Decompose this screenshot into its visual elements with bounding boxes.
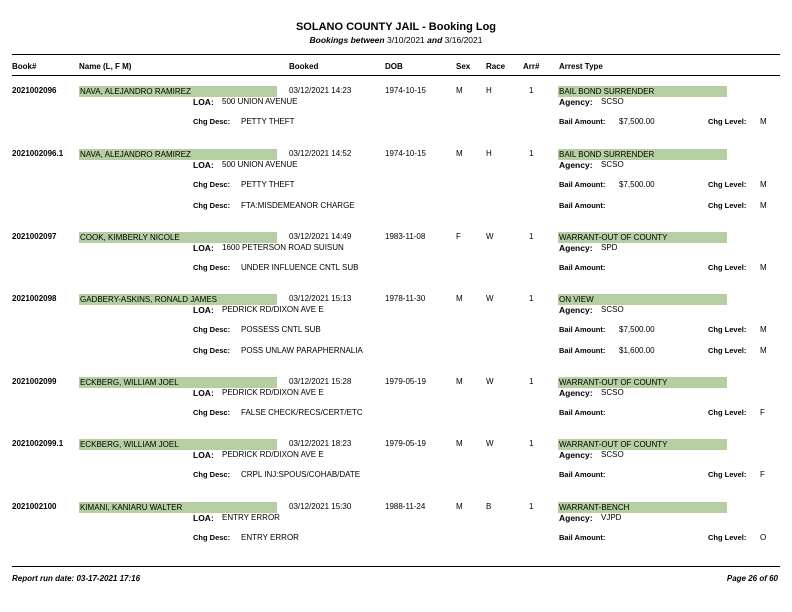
loa-value: 1600 PETERSON ROAD SUISUN <box>222 243 344 252</box>
loa-label: LOA: <box>193 97 214 107</box>
charge-level: F <box>760 408 765 417</box>
page-number: Page 26 of 60 <box>726 574 778 583</box>
arrest-number: 1 <box>529 149 534 158</box>
agency-label: Agency: <box>559 160 593 170</box>
arrest-number: 1 <box>529 86 534 95</box>
arrest-type: WARRANT-OUT OF COUNTY <box>558 439 727 450</box>
agency-value: SCSO <box>601 388 624 397</box>
charge-level: M <box>760 325 767 334</box>
charge-description: ENTRY ERROR <box>241 533 299 542</box>
agency-label: Agency: <box>559 97 593 107</box>
arrest-type: ON VIEW <box>558 294 727 305</box>
agency-label: Agency: <box>559 450 593 460</box>
col-header-arrest-type: Arrest Type <box>559 62 603 71</box>
loa-label: LOA: <box>193 305 214 315</box>
inmate-name: GADBERY-ASKINS, RONALD JAMES <box>79 294 277 305</box>
chg-desc-label: Chg Desc: <box>193 346 231 355</box>
inmate-name: KIMANI, KANIARU WALTER <box>79 502 277 513</box>
sex: M <box>456 502 463 511</box>
arrest-type: BAIL BOND SURRENDER <box>558 149 727 160</box>
arrest-number: 1 <box>529 232 534 241</box>
chg-desc-label: Chg Desc: <box>193 408 231 417</box>
date-of-birth: 1979-05-19 <box>385 439 426 448</box>
date-of-birth: 1983-11-08 <box>385 232 426 241</box>
bail-amount-label: Bail Amount: <box>559 201 606 210</box>
sex: F <box>456 232 461 241</box>
range-end: 3/16/2021 <box>444 35 483 45</box>
loa-value: 500 UNION AVENUE <box>222 160 298 169</box>
charge-level: O <box>760 533 767 542</box>
charge-level: M <box>760 117 767 126</box>
range-and: and <box>427 35 443 45</box>
charge-level: M <box>760 263 767 272</box>
col-header-sex: Sex <box>456 62 471 71</box>
bail-amount-label: Bail Amount: <box>559 346 606 355</box>
arrest-type: WARRANT-OUT OF COUNTY <box>558 377 727 388</box>
booked-datetime: 03/12/2021 14:49 <box>289 232 352 241</box>
chg-level-label: Chg Level: <box>708 533 747 542</box>
booked-datetime: 03/12/2021 15:13 <box>289 294 352 303</box>
report-date-range <box>0 35 792 45</box>
booked-datetime: 03/12/2021 18:23 <box>289 439 352 448</box>
bail-amount: $7,500.00 <box>619 117 655 126</box>
bail-amount: $1,600.00 <box>619 346 655 355</box>
loa-value: PEDRICK RD/DIXON AVE E <box>222 305 324 314</box>
agency-value: SPD <box>601 243 618 252</box>
charge-description: CRPL INJ:SPOUS/COHAB/DATE <box>241 470 361 479</box>
sex: M <box>456 149 463 158</box>
race: W <box>486 439 494 448</box>
bail-amount: $7,500.00 <box>619 180 655 189</box>
report-run-date: Report run date: 03-17-2021 17:16 <box>12 574 141 583</box>
chg-desc-label: Chg Desc: <box>193 533 231 542</box>
chg-desc-label: Chg Desc: <box>193 201 231 210</box>
chg-level-label: Chg Level: <box>708 325 747 334</box>
date-of-birth: 1979-05-19 <box>385 377 426 386</box>
col-header-arr: Arr# <box>523 62 540 71</box>
book-number: 2021002097 <box>12 232 57 241</box>
chg-level-label: Chg Level: <box>708 470 747 479</box>
charge-description: PETTY THEFT <box>241 117 295 126</box>
header-bottom-rule <box>12 75 780 76</box>
race: W <box>486 294 494 303</box>
charge-description: UNDER INFLUENCE CNTL SUB <box>241 263 359 272</box>
chg-level-label: Chg Level: <box>708 180 747 189</box>
bail-amount-label: Bail Amount: <box>559 117 606 126</box>
agency-label: Agency: <box>559 243 593 253</box>
charge-description: FALSE CHECK/RECS/CERT/ETC <box>241 408 363 417</box>
book-number: 2021002096.1 <box>12 149 64 158</box>
agency-label: Agency: <box>559 513 593 523</box>
chg-desc-label: Chg Desc: <box>193 325 231 334</box>
chg-desc-label: Chg Desc: <box>193 470 231 479</box>
col-header-booked: Booked <box>289 62 319 71</box>
footer-rule <box>12 566 780 567</box>
arrest-number: 1 <box>529 294 534 303</box>
book-number: 2021002098 <box>12 294 57 303</box>
loa-label: LOA: <box>193 160 214 170</box>
col-header-race: Race <box>486 62 506 71</box>
loa-value: PEDRICK RD/DIXON AVE E <box>222 388 324 397</box>
booked-datetime: 03/12/2021 15:28 <box>289 377 352 386</box>
chg-desc-label: Chg Desc: <box>193 180 231 189</box>
agency-label: Agency: <box>559 388 593 398</box>
agency-label: Agency: <box>559 305 593 315</box>
arrest-number: 1 <box>529 439 534 448</box>
agency-value: SCSO <box>601 450 624 459</box>
book-number: 2021002100 <box>12 502 57 511</box>
col-header-book: Book# <box>12 62 37 71</box>
agency-value: VJPD <box>601 513 622 522</box>
bail-amount-label: Bail Amount: <box>559 325 606 334</box>
chg-level-label: Chg Level: <box>708 117 747 126</box>
date-of-birth: 1974-10-15 <box>385 149 426 158</box>
loa-value: 500 UNION AVENUE <box>222 97 298 106</box>
arrest-type: WARRANT-BENCH <box>558 502 727 513</box>
date-of-birth: 1978-11-30 <box>385 294 426 303</box>
race: W <box>486 232 494 241</box>
arrest-type: WARRANT-OUT OF COUNTY <box>558 232 727 243</box>
chg-level-label: Chg Level: <box>708 346 747 355</box>
sex: M <box>456 294 463 303</box>
inmate-name: ECKBERG, WILLIAM JOEL <box>79 439 277 450</box>
report-title: SOLANO COUNTY JAIL - Booking Log <box>295 21 497 33</box>
inmate-name: COOK, KIMBERLY NICOLE <box>79 232 277 243</box>
loa-label: LOA: <box>193 243 214 253</box>
charge-description: POSSESS CNTL SUB <box>241 325 321 334</box>
chg-level-label: Chg Level: <box>708 201 747 210</box>
race: H <box>486 149 492 158</box>
charge-description: POSS UNLAW PARAPHERNALIA <box>241 346 363 355</box>
loa-label: LOA: <box>193 513 214 523</box>
chg-level-label: Chg Level: <box>708 408 747 417</box>
date-of-birth: 1974-10-15 <box>385 86 426 95</box>
bail-amount-label: Bail Amount: <box>559 470 606 479</box>
col-header-dob: DOB <box>385 62 403 71</box>
book-number: 2021002099 <box>12 377 57 386</box>
chg-desc-label: Chg Desc: <box>193 263 231 272</box>
bail-amount-label: Bail Amount: <box>559 263 606 272</box>
agency-value: SCSO <box>601 160 624 169</box>
sex: M <box>456 377 463 386</box>
race: B <box>486 502 492 511</box>
race: H <box>486 86 492 95</box>
book-number: 2021002099.1 <box>12 439 64 448</box>
booked-datetime: 03/12/2021 14:52 <box>289 149 352 158</box>
inmate-name: ECKBERG, WILLIAM JOEL <box>79 377 277 388</box>
book-number: 2021002096 <box>12 86 57 95</box>
bail-amount-label: Bail Amount: <box>559 408 606 417</box>
loa-label: LOA: <box>193 388 214 398</box>
charge-description: PETTY THEFT <box>241 180 295 189</box>
arrest-number: 1 <box>529 502 534 511</box>
agency-value: SCSO <box>601 97 624 106</box>
inmate-name: NAVA, ALEJANDRO RAMIREZ <box>79 86 277 97</box>
header-top-rule <box>12 54 780 55</box>
range-prefix: Bookings between <box>309 35 385 45</box>
date-of-birth: 1988-11-24 <box>385 502 426 511</box>
sex: M <box>456 86 463 95</box>
booked-datetime: 03/12/2021 15:30 <box>289 502 352 511</box>
booked-datetime: 03/12/2021 14:23 <box>289 86 352 95</box>
col-header-name: Name (L, F M) <box>79 62 132 71</box>
bail-amount-label: Bail Amount: <box>559 533 606 542</box>
loa-label: LOA: <box>193 450 214 460</box>
charge-level: M <box>760 346 767 355</box>
inmate-name: NAVA, ALEJANDRO RAMIREZ <box>79 149 277 160</box>
loa-value: PEDRICK RD/DIXON AVE E <box>222 450 324 459</box>
loa-value: ENTRY ERROR <box>222 513 280 522</box>
charge-level: F <box>760 470 765 479</box>
sex: M <box>456 439 463 448</box>
charge-level: M <box>760 201 767 210</box>
range-start: 3/10/2021 <box>386 35 425 45</box>
arrest-type: BAIL BOND SURRENDER <box>558 86 727 97</box>
chg-desc-label: Chg Desc: <box>193 117 231 126</box>
arrest-number: 1 <box>529 377 534 386</box>
race: W <box>486 377 494 386</box>
charge-description: FTA:MISDEMEANOR CHARGE <box>241 201 355 210</box>
chg-level-label: Chg Level: <box>708 263 747 272</box>
agency-value: SCSO <box>601 305 624 314</box>
bail-amount-label: Bail Amount: <box>559 180 606 189</box>
charge-level: M <box>760 180 767 189</box>
bail-amount: $7,500.00 <box>619 325 655 334</box>
